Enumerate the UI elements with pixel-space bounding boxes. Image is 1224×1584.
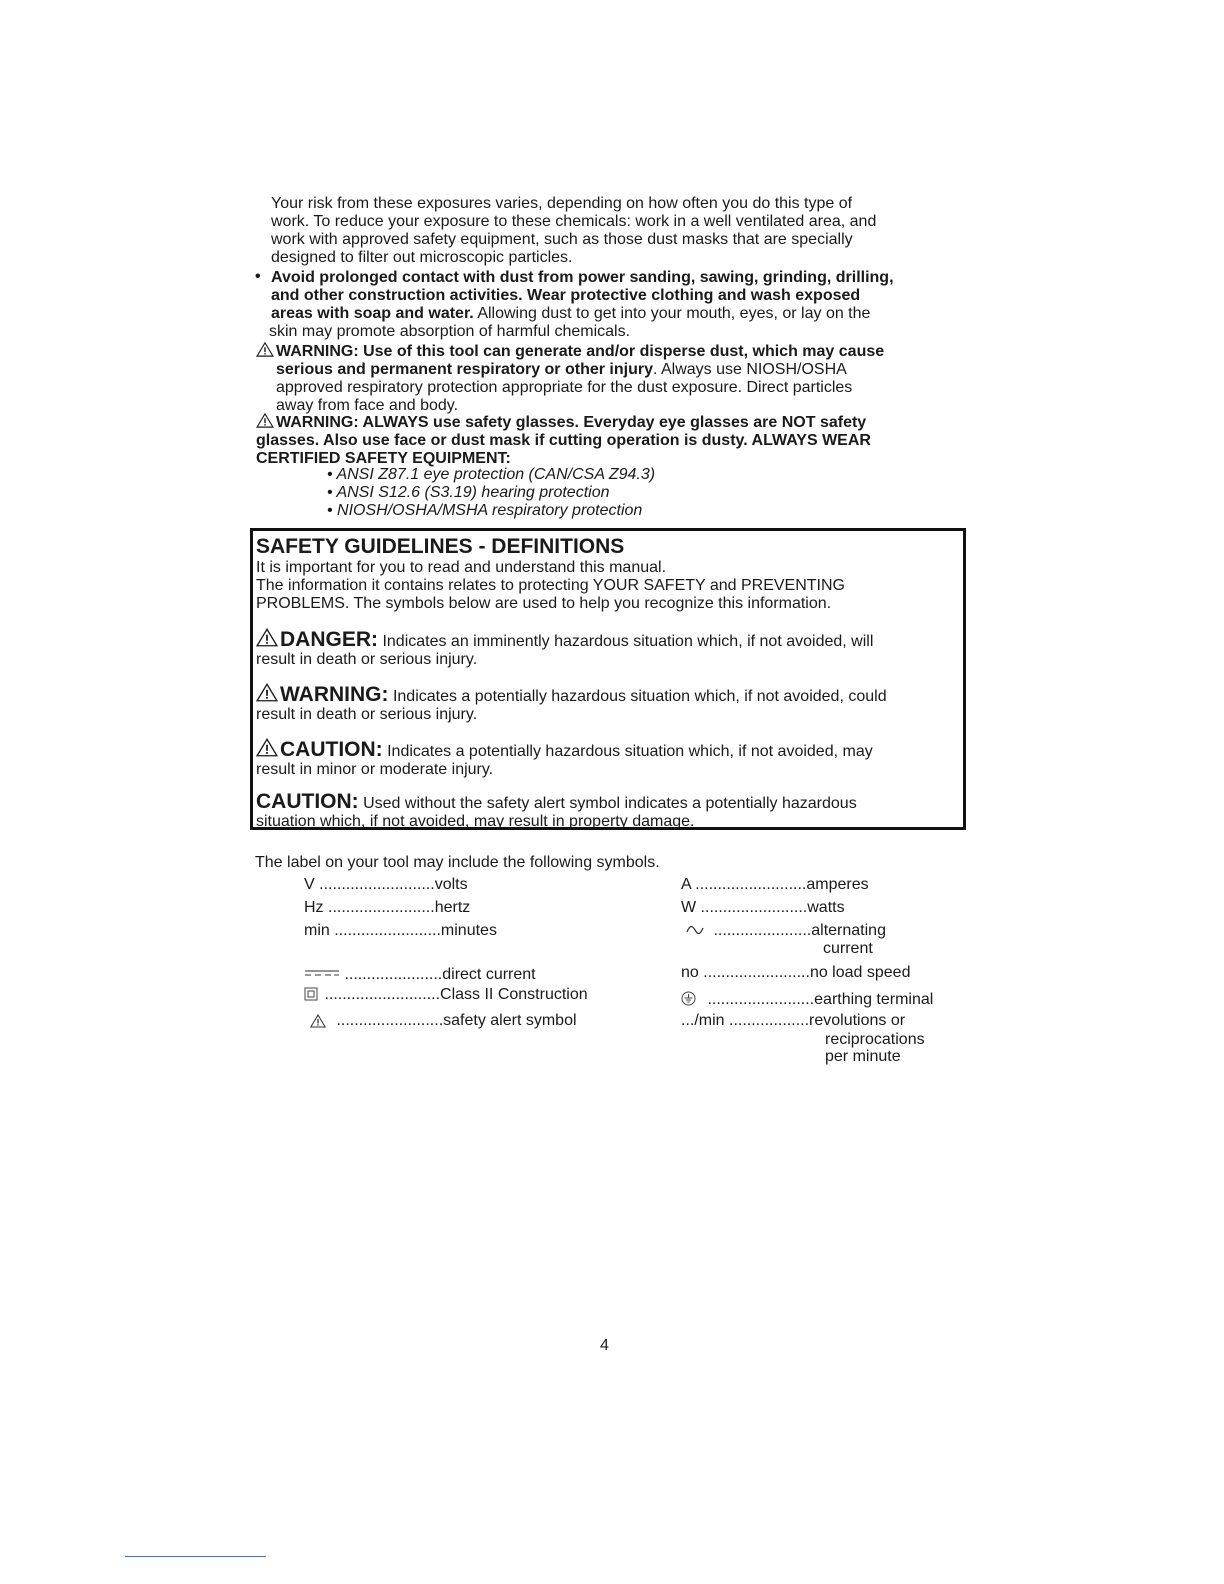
caution-text: result in minor or moderate injury. [256,761,494,778]
guidelines-intro: PROBLEMS. The symbols below are used to help you recognize this information. [256,595,832,612]
guidelines-title: SAFETY GUIDELINES - DEFINITIONS [256,535,625,558]
symbol-row [681,1012,905,1030]
warning-glasses-line: CERTIFIED SAFETY EQUIPMENT: [256,450,511,467]
symbol-dots: .......................... [320,986,441,1003]
dust-bullet-line: and other construction activities. Wear protective clothing and wash exposed [271,287,861,304]
warning-dust [256,342,966,415]
danger-definition [256,628,956,669]
safety-alert-icon [256,342,274,357]
safety-alert-icon [256,413,274,428]
symbol-row [304,922,497,940]
symbol-meaning: earthing terminal [814,991,934,1008]
dust-bullet-line [271,305,961,323]
symbol-meaning: Class II Construction [440,986,588,1003]
intro-line: work. To reduce your exposure to these chemicals: work in a well ventilated area, and [271,213,877,230]
equipment-item: • NIOSH/OSHA/MSHA respiratory protection [327,502,643,519]
symbol-key: no [681,964,699,981]
symbol-meaning: safety alert symbol [443,1012,577,1029]
intro-line: designed to filter out microscopic particles. [271,249,573,266]
symbol-dots: ...................... [340,966,443,983]
caution-plain-label: CAUTION: [256,790,359,813]
symbol-key: V [304,876,315,893]
safety-alert-icon [256,628,278,647]
caution-plain-text: situation which, if not avoided, may result in property damage. [256,813,695,830]
caution-plain-text: Used without the safety alert symbol indicates a potentially hazardous [358,795,857,812]
warning-glasses [256,413,966,468]
bullet-marker: • [255,268,261,285]
alternating-current-icon [681,922,709,940]
symbol-meaning: revolutions or [809,1012,906,1029]
symbol-dots: ........................ [329,922,441,939]
symbol-dots: .......................... [314,876,435,893]
symbol-row [681,876,869,894]
symbol-dots: ........................ [703,991,815,1008]
danger-text: result in death or serious injury. [256,651,478,668]
symbol-dots: ........................ [698,964,810,981]
symbol-row [304,964,536,984]
symbol-meaning-cont: per minute [825,1048,901,1065]
equipment-item: • ANSI S12.6 (S3.19) hearing protection [327,484,610,501]
symbol-row [304,986,588,1006]
symbol-key: W [681,899,697,916]
symbol-key: A [681,876,691,893]
warning-text: result in death or serious injury. [256,706,478,723]
symbol-row [681,964,910,982]
intro-paragraph [271,195,961,267]
warning-definition [256,683,956,724]
symbol-meaning: amperes [806,876,869,893]
symbol-row [304,899,470,917]
warning-dust-rest: . Always use NIOSH/OSHA [652,361,847,378]
symbol-dots: ......................... [690,876,807,893]
dust-bullet-tail: Allowing dust to get into your mouth, eyes, or lay on the [473,305,871,322]
symbol-meaning: volts [434,876,468,893]
symbol-meaning: direct current [442,966,536,983]
warning-dust-line [256,361,966,379]
intro-line: work with approved safety equipment, such as those dust masks that are specially [271,231,853,248]
symbol-meaning: alternating [811,922,886,939]
earthing-terminal-icon [681,991,703,1011]
direct-current-icon [304,964,340,982]
symbol-dots: ...................... [709,922,812,939]
safety-guidelines-box [250,528,966,830]
warning-dust-bold: serious and permanent respiratory or other injury [276,361,653,378]
safety-alert-icon [304,1014,332,1033]
symbol-meaning: no load speed [809,964,911,981]
guidelines-intro: The information it contains relates to protecting YOUR SAFETY and PREVENTING [256,577,845,594]
symbols-intro: The label on your tool may include the following symbols. [255,854,660,871]
symbol-meaning: watts [807,899,845,916]
safety-alert-icon [256,683,278,702]
guidelines-intro: It is important for you to read and understand this manual. [256,559,667,576]
equipment-list [327,466,655,520]
intro-line: Your risk from these exposures varies, depending on how often you do this type of [271,195,853,212]
safety-alert-icon [256,738,278,757]
danger-text: Indicates an imminently hazardous situation which, if not avoided, will [378,633,874,650]
symbol-key: Hz [304,899,324,916]
symbol-dots: ........................ [323,899,435,916]
footer-rule [125,1556,266,1557]
symbol-row [681,991,933,1011]
warning-text: Indicates a potentially hazardous situation which, if not avoided, could [388,688,887,705]
dust-bullet-bold-tail: areas with soap and water. [271,305,474,322]
equipment-item: • ANSI Z87.1 eye protection (CAN/CSA Z94.3) [327,466,656,483]
symbol-dots: .................. [724,1012,810,1029]
caution-definition [256,738,956,779]
symbol-dots: ........................ [696,899,808,916]
warning-dust-line: away from face and body. [276,397,459,414]
page-number: 4 [600,1337,609,1354]
symbol-key: .../min [681,1012,725,1029]
symbol-row [681,899,845,917]
symbol-row [304,876,468,894]
class-ii-icon [304,987,320,1006]
dust-bullet [271,269,961,341]
symbol-meaning: hertz [434,899,471,916]
symbol-key: min [304,922,330,939]
symbol-meaning-cont: reciprocations [825,1031,925,1048]
symbol-row [304,1012,577,1033]
warning-glasses-text: WARNING: ALWAYS use safety glasses. Everyday eye glasses are NOT safety [276,414,867,431]
warning-dust-text: WARNING: Use of this tool can generate and/or disperse dust, which may cause [276,343,885,360]
dust-bullet-line: skin may promote absorption of harmful chemicals. [269,323,631,340]
warning-label: WARNING: [280,683,389,706]
danger-label: DANGER: [280,628,378,651]
symbol-meaning-cont: current [823,940,873,957]
warning-glasses-line: glasses. Also use face or dust mask if cutting operation is dusty. ALWAYS WEAR [256,432,871,449]
caution-text: Indicates a potentially hazardous situation which, if not avoided, may [382,743,873,760]
caution-label: CAUTION: [280,738,383,761]
warning-dust-line [256,342,966,361]
symbol-dots: ........................ [332,1012,444,1029]
caution-plain-definition [256,790,956,831]
dust-bullet-line: Avoid prolonged contact with dust from power sanding, sawing, grinding, drilling, [271,269,894,286]
warning-dust-line: approved respiratory protection appropriate for the dust exposure. Direct particles [276,379,853,396]
warning-glasses-line [256,413,966,432]
symbol-meaning: minutes [440,922,497,939]
symbol-row [681,922,886,940]
